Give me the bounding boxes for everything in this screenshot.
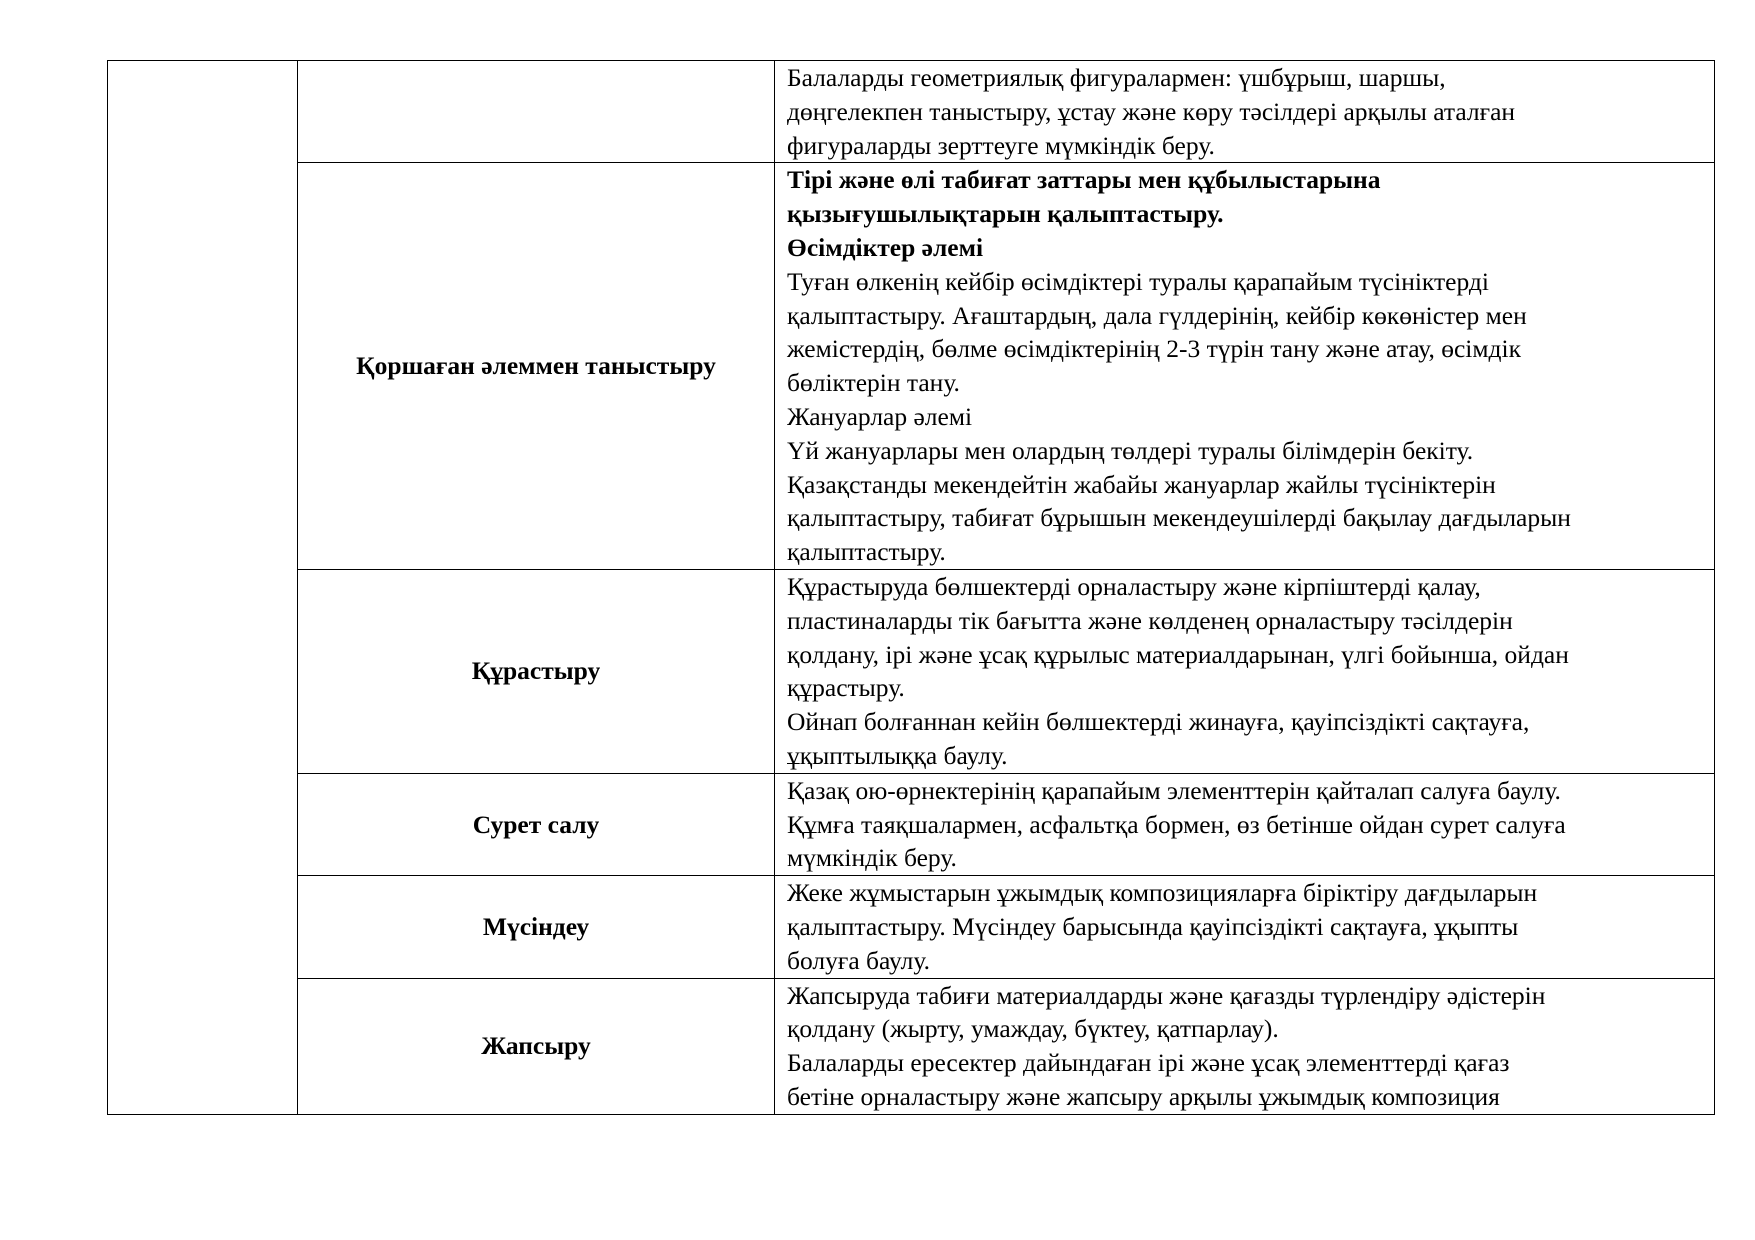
curriculum-table bbox=[107, 60, 1715, 1115]
table-row bbox=[108, 773, 1715, 875]
table-row bbox=[108, 569, 1715, 773]
content-line: қалыптастыру, табиғат бұрышын мекендеушілерді бақылау дағдыларын bbox=[787, 503, 1571, 533]
empty-first-column-cell bbox=[108, 61, 298, 1115]
content-line: жемістердің, бөлме өсімдіктерінің 2-3 түрін тану және атау, өсімдік bbox=[787, 334, 1521, 364]
content-cell bbox=[775, 569, 1715, 773]
content-line: қалыптастыру. Мүсіндеу барысында қауіпсіздікті сақтауға, ұқыпты bbox=[787, 911, 1519, 941]
table-body bbox=[108, 61, 1715, 1115]
content-line: қолдану (жырту, умаждау, бүктеу, қатпарлау). bbox=[787, 1014, 1279, 1044]
content-line: Балаларды ересектер дайындаған ірі және ұсақ элементтерді қағаз bbox=[787, 1048, 1510, 1078]
content-line: фигураларды зерттеуге мүмкіндік беру. bbox=[787, 130, 1215, 160]
content-line: Құмға таяқшалармен, асфальтқа бормен, өз бетінше ойдан сурет салуға bbox=[787, 809, 1566, 839]
table-row bbox=[108, 163, 1715, 570]
subject-cell: Құрастыру bbox=[298, 569, 775, 773]
content-line: қалыптастыру. Ағаштардың, дала гүлдерінің, кейбір көкөністер мен bbox=[787, 300, 1527, 330]
table-row bbox=[108, 978, 1715, 1114]
subject-cell: Қоршаған әлеммен таныстыру bbox=[298, 163, 775, 570]
content-line: мүмкіндік беру. bbox=[787, 843, 957, 873]
content-line: құрастыру. bbox=[787, 673, 905, 703]
content-line: қалыптастыру. bbox=[787, 537, 946, 567]
content-line: Жапсыруда табиғи материалдарды және қағазды түрлендіру әдістерін bbox=[787, 980, 1546, 1010]
content-line: пластиналарды тік бағытта және көлденең орналастыру тәсілдерін bbox=[787, 605, 1513, 635]
content-cell bbox=[775, 978, 1715, 1114]
content-line: Туған өлкенің кейбір өсімдіктері туралы қарапайым түсініктерді bbox=[787, 266, 1489, 296]
table-row bbox=[108, 876, 1715, 978]
content-cell bbox=[775, 773, 1715, 875]
content-line: Қазақстанды мекендейтін жабайы жануарлар жайлы түсініктерін bbox=[787, 469, 1496, 499]
content-line: Үй жануарлары мен олардың төлдері туралы білімдерін бекіту. bbox=[787, 435, 1474, 465]
content-line: болуға баулу. bbox=[787, 945, 930, 975]
subject-cell: Мүсіндеу bbox=[298, 876, 775, 978]
content-cell bbox=[775, 876, 1715, 978]
content-line: бөліктерін тану. bbox=[787, 368, 960, 398]
content-line: дөңгелекпен таныстыру, ұстау және көру тәсілдері арқылы аталған bbox=[787, 96, 1516, 126]
subject-cell bbox=[298, 61, 775, 163]
content-line: Жануарлар әлемі bbox=[787, 401, 973, 431]
content-line: бетіне орналастыру және жапсыру арқылы ұжымдық композиция bbox=[787, 1081, 1500, 1111]
content-line: Құрастыруда бөлшектерді орналастыру және кірпіштерді қалау, bbox=[787, 571, 1481, 601]
content-heading-line: Өсімдіктер әлемі bbox=[787, 232, 984, 262]
content-line: ұқыптылыққа баулу. bbox=[787, 740, 1008, 770]
table-row bbox=[108, 61, 1715, 163]
content-cell bbox=[775, 61, 1715, 163]
content-heading-line: қызығушылықтарын қалыптастыру. bbox=[787, 199, 1224, 229]
content-line: Ойнап болғаннан кейін бөлшектерді жинауға, қауіпсіздікті сақтауға, bbox=[787, 707, 1530, 737]
content-line: Балаларды геометриялық фигуралармен: үшбұрыш, шаршы, bbox=[787, 63, 1446, 92]
content-cell bbox=[775, 163, 1715, 570]
content-line: Қазақ ою-өрнектерінің қарапайым элементтерін қайталап салуға баулу. bbox=[787, 775, 1561, 805]
subject-cell: Сурет салу bbox=[298, 773, 775, 875]
content-heading-line: Тірі және өлі табиғат заттары мен құбылыстарына bbox=[787, 165, 1381, 195]
subject-cell: Жапсыру bbox=[298, 978, 775, 1114]
content-line: Жеке жұмыстарын ұжымдық композицияларға біріктіру дағдыларын bbox=[787, 878, 1538, 908]
content-line: қолдану, ірі және ұсақ құрылыс материалдарынан, үлгі бойынша, ойдан bbox=[787, 639, 1569, 669]
